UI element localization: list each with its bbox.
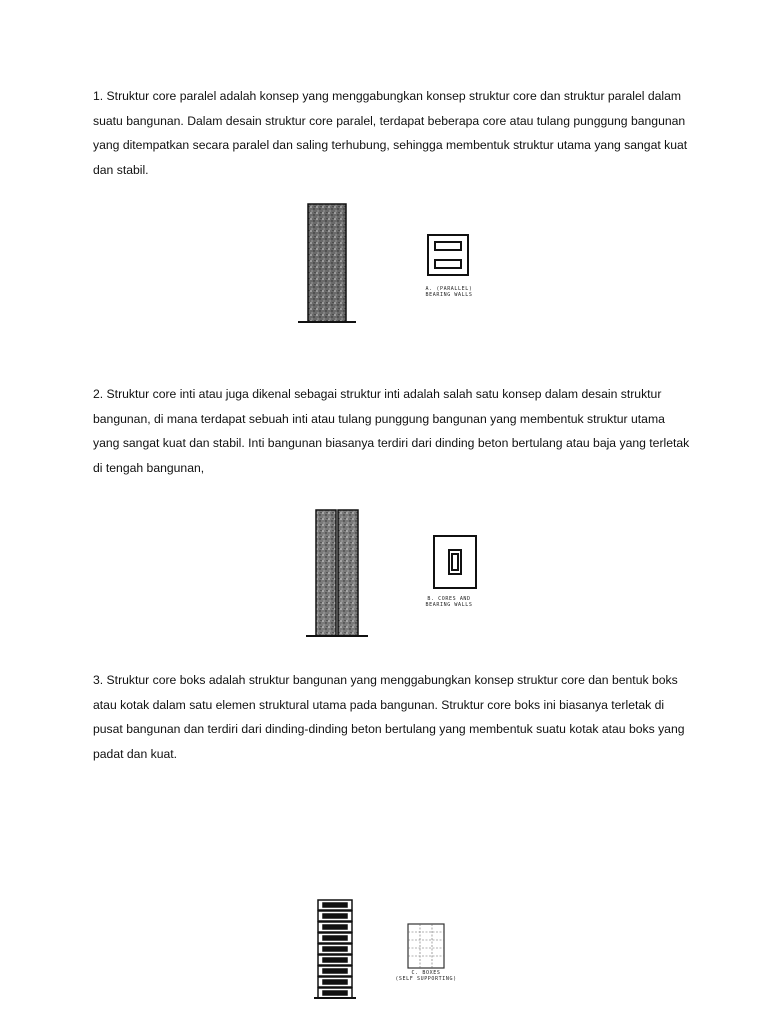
caption-line-1: A. (PARALLEL) [425, 286, 473, 292]
storey-opening [323, 958, 347, 962]
boxes-plan [404, 920, 448, 972]
parallel-walls-elevation [292, 200, 362, 326]
storey-opening [323, 947, 347, 951]
storey-opening [323, 925, 347, 929]
boxes-elevation [310, 896, 360, 1002]
storey-opening [323, 991, 347, 995]
caption-line-1: B. CORES AND [427, 596, 471, 602]
caption-line-1: C. BOXES [411, 970, 441, 976]
storey-opening [323, 903, 347, 907]
figure-caption-cores [414, 596, 484, 608]
core-walls-elevation [304, 506, 374, 640]
storey-opening [323, 969, 347, 973]
figure-caption-parallel [414, 286, 484, 298]
storey-opening [323, 980, 347, 984]
caption-line-2: BEARING WALLS [425, 292, 473, 298]
paragraph-1: 1. Struktur core paralel adalah konsep yang menggabungkan konsep struktur core dan struktur paralel dalam suatu bangunan. Dalam desain struktur core paralel, terdapat beberapa core atau tulang punggung bangunan yang ditempatkan secara paralel dan saling terhubung, sehingga membentuk struktur utama yang sangat kuat dan stabil. [93, 89, 688, 177]
caption-line-2: BEARING WALLS [425, 602, 473, 608]
paragraph-3: 3. Struktur core boks adalah struktur bangunan yang menggabungkan konsep struktur core dan bentuk boks atau kotak dalam satu elemen struktural utama pada bangunan. Struktur core boks ini biasanya terletak di pusat bangunan dan terdiri dari dinding-dinding beton bertulang yang membentuk suatu kotak atau boks yang padat dan kuat. [93, 673, 685, 761]
core-walls-plan [430, 532, 480, 592]
figure-caption-boxes [390, 970, 462, 982]
paragraph-2: 2. Struktur core inti atau juga dikenal sebagai struktur inti adalah salah satu konsep dalam desain struktur bangunan, di mana terdapat sebuah inti atau tulang punggung bangunan yang membentuk struktur utama yang sangat kuat dan stabil. Inti bangunan biasanya terdiri dari dinding beton bertulang atau baja yang terletak di tengah bangunan, [93, 387, 690, 475]
caption-line-2: (SELF SUPPORTING) [395, 976, 457, 982]
storey-opening [323, 936, 347, 940]
parallel-walls-plan [424, 232, 472, 280]
storey-opening [323, 914, 347, 918]
